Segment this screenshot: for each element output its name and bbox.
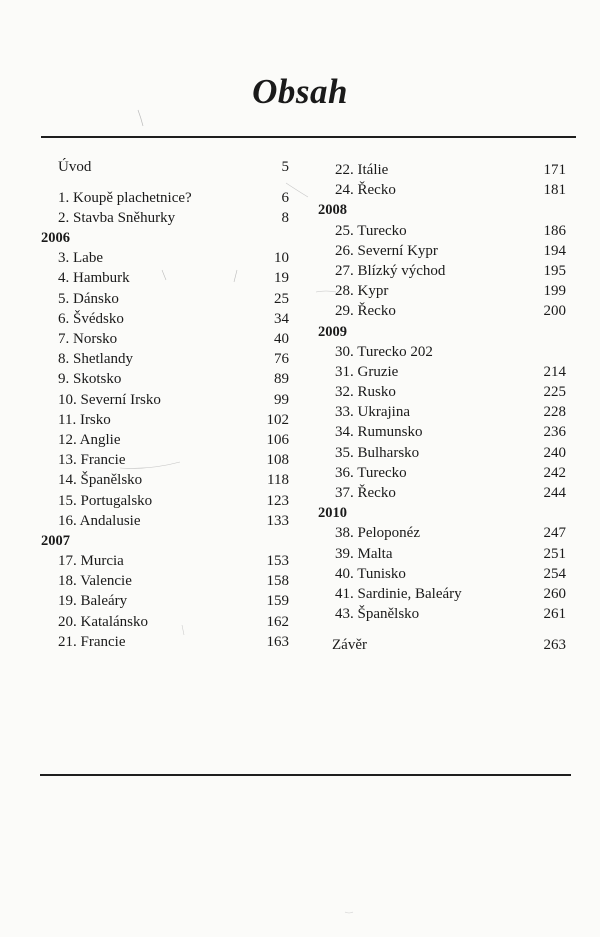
toc-entry-page: 194 [543, 242, 566, 259]
toc-entry [41, 430, 289, 450]
page-title: Obsah [252, 72, 348, 111]
toc-entry [41, 591, 289, 611]
toc-entry-title: 39. Malta [335, 545, 393, 562]
toc-entry [318, 635, 566, 655]
toc-entry [41, 157, 289, 177]
toc-entry-page: 260 [543, 585, 566, 602]
toc-entry-title: 5. Dánsko [58, 290, 119, 307]
toc-entry-title: 13. Francie [58, 452, 126, 469]
toc-entry-page: 89 [274, 371, 289, 388]
toc-entry [318, 604, 566, 624]
toc-entry-title: 21. Francie [58, 633, 126, 650]
toc-entry-page: 244 [543, 485, 566, 501]
toc-entry [41, 511, 289, 531]
toc-entry-title: 37. Řecko [335, 485, 396, 501]
toc-entry-title: 30. Turecko 202 [335, 343, 433, 360]
toc-entry-title: 15. Portugalsko [58, 492, 153, 509]
toc-entry [41, 410, 289, 430]
toc-left-column [41, 157, 289, 652]
toc-entry-title: 16. Andalusie [58, 512, 141, 529]
toc-entry-page: 199 [543, 283, 566, 300]
toc-entry-title: 12. Anglie [58, 431, 121, 448]
bottom-divider [40, 774, 571, 776]
toc-entry-page: 6 [281, 189, 289, 206]
toc-entry-page: 10 [274, 250, 289, 267]
toc-entry [41, 390, 289, 410]
toc-entry-page: 181 [543, 182, 566, 199]
year-heading-label: 2007 [41, 532, 70, 549]
toc-entry-title: 24. Řecko [335, 182, 396, 199]
toc-entry [41, 612, 289, 632]
toc-entry-title: 38. Peloponéz [335, 525, 420, 542]
year-heading [41, 228, 289, 248]
toc-right-column [318, 160, 566, 655]
toc-entry-title: 7. Norsko [58, 331, 118, 347]
year-heading [41, 531, 289, 551]
toc-entry-title: 40. Tunisko [335, 565, 406, 582]
toc-entry-page: 40 [274, 331, 289, 347]
toc-entry [41, 349, 289, 369]
toc-entry-page: 247 [543, 525, 566, 542]
toc-entry [41, 632, 289, 652]
toc-entry [41, 491, 289, 511]
toc-entry-page: 34 [274, 310, 289, 327]
toc-entry [41, 309, 289, 329]
toc-entry-page: 214 [543, 363, 566, 380]
toc-entry-title: 31. Gruzie [335, 363, 399, 380]
toc-entry-page: 254 [543, 565, 566, 582]
toc-entry-page: 8 [281, 209, 289, 226]
top-divider [41, 136, 576, 138]
year-heading-label: 2008 [318, 202, 347, 219]
toc-entry-title: 3. Labe [58, 250, 103, 267]
toc-entry [318, 261, 566, 281]
toc-entry-title: 18. Valencie [58, 573, 132, 590]
toc-entry-page: 200 [543, 303, 566, 320]
toc-entry-title: 20. Katalánsko [58, 613, 148, 630]
toc-entry [318, 362, 566, 382]
toc-entry-page: 153 [266, 553, 289, 570]
toc-entry [41, 551, 289, 571]
toc-entry [318, 443, 566, 463]
toc-entry-page: 162 [266, 613, 289, 630]
toc-entry-title: 26. Severní Kypr [335, 242, 438, 259]
toc-entry-title: 43. Španělsko [335, 606, 420, 623]
toc-entry-title: 10. Severní Irsko [58, 391, 161, 408]
year-heading [318, 503, 566, 523]
toc-entry-title: 8. Shetlandy [58, 351, 133, 368]
toc-entry-title: 14. Španělsko [58, 472, 143, 489]
toc-entry [318, 523, 566, 543]
toc-entry-title: 33. Ukrajina [335, 404, 410, 421]
toc-entry-title: 9. Skotsko [58, 371, 122, 388]
year-heading [318, 322, 566, 342]
toc-entry [318, 241, 566, 261]
toc-entry-title: 6. Švédsko [58, 310, 124, 327]
toc-entry-title: 1. Koupě plachetnice? [58, 189, 192, 206]
toc-entry [318, 160, 566, 180]
toc-entry-title: Závěr [332, 636, 367, 653]
toc-entry-title: 28. Kypr [335, 283, 389, 300]
toc-entry-title: 4. Hamburk [58, 270, 130, 287]
toc-entry-page: 236 [543, 424, 566, 441]
toc-entry-page: 118 [267, 472, 289, 489]
toc-entry [41, 289, 289, 309]
toc-entry-page: 228 [543, 404, 566, 421]
toc-entry [41, 470, 289, 490]
toc-entry-title: 11. Irsko [58, 411, 111, 428]
toc-entry-title: 27. Blízký východ [335, 262, 446, 279]
toc-entry [318, 221, 566, 241]
toc-entry [318, 483, 566, 503]
toc-entry [41, 450, 289, 470]
toc-entry-page: 240 [543, 444, 566, 461]
toc-entry [318, 281, 566, 301]
toc-entry-page: 108 [266, 452, 289, 469]
toc-entry-page: 106 [266, 431, 289, 448]
toc-entry-page: 19 [274, 270, 289, 287]
toc-entry-page: 159 [266, 593, 289, 610]
toc-entry-title: 36. Turecko [335, 464, 407, 481]
toc-entry-page: 163 [266, 633, 289, 650]
toc-entry-page: 123 [266, 492, 289, 509]
toc-entry-title: 25. Turecko [335, 222, 407, 239]
toc-entry-title: 32. Rusko [335, 384, 396, 401]
toc-entry-page: 225 [543, 384, 566, 401]
toc-entry [41, 188, 289, 208]
toc-entry-title: 19. Baleáry [58, 593, 128, 610]
toc-entry-page: 102 [266, 411, 289, 428]
toc-entry-title: 17. Murcia [58, 553, 124, 570]
toc-entry-page: 99 [274, 391, 289, 408]
toc-entry-page: 133 [266, 512, 289, 529]
toc-entry-page: 76 [274, 351, 289, 368]
toc-entry-title: 22. Itálie [335, 162, 389, 178]
toc-entry-title: 34. Rumunsko [335, 424, 423, 441]
toc-entry-title: 41. Sardinie, Baleáry [335, 585, 462, 602]
toc-entry-page: 25 [274, 290, 289, 307]
toc-entry [318, 422, 566, 442]
year-heading [318, 200, 566, 220]
toc-entry [318, 180, 566, 200]
toc-entry-page: 242 [543, 464, 566, 481]
toc-entry-title: 35. Bulharsko [335, 444, 420, 461]
toc-entry [41, 208, 289, 228]
toc-entry-page: 251 [543, 545, 566, 562]
toc-entry [41, 268, 289, 288]
toc-entry-page: 195 [543, 262, 566, 279]
toc-entry-title: 2. Stavba Sněhurky [58, 209, 176, 226]
year-heading-label: 2010 [318, 505, 347, 522]
toc-entry [318, 564, 566, 584]
toc-entry-title: 29. Řecko [335, 303, 396, 320]
toc-entry-page: 261 [543, 606, 566, 623]
toc-entry [318, 342, 566, 362]
toc-entry-page: 5 [281, 159, 289, 175]
year-heading-label: 2006 [41, 230, 70, 247]
year-heading-label: 2009 [318, 323, 347, 340]
toc-entry-page: 171 [543, 162, 566, 178]
toc-entry [41, 329, 289, 349]
toc-entry [41, 571, 289, 591]
toc-entry [41, 248, 289, 268]
toc-entry [318, 382, 566, 402]
toc-entry [318, 584, 566, 604]
toc-entry [318, 301, 566, 321]
toc-entry-title: Úvod [58, 159, 92, 175]
toc-entry-page: 158 [266, 573, 289, 590]
toc-entry-page: 186 [543, 222, 566, 239]
toc-entry [318, 544, 566, 564]
toc-entry [318, 463, 566, 483]
toc-entry [41, 369, 289, 389]
toc-entry-page: 263 [543, 636, 566, 653]
toc-entry [318, 402, 566, 422]
